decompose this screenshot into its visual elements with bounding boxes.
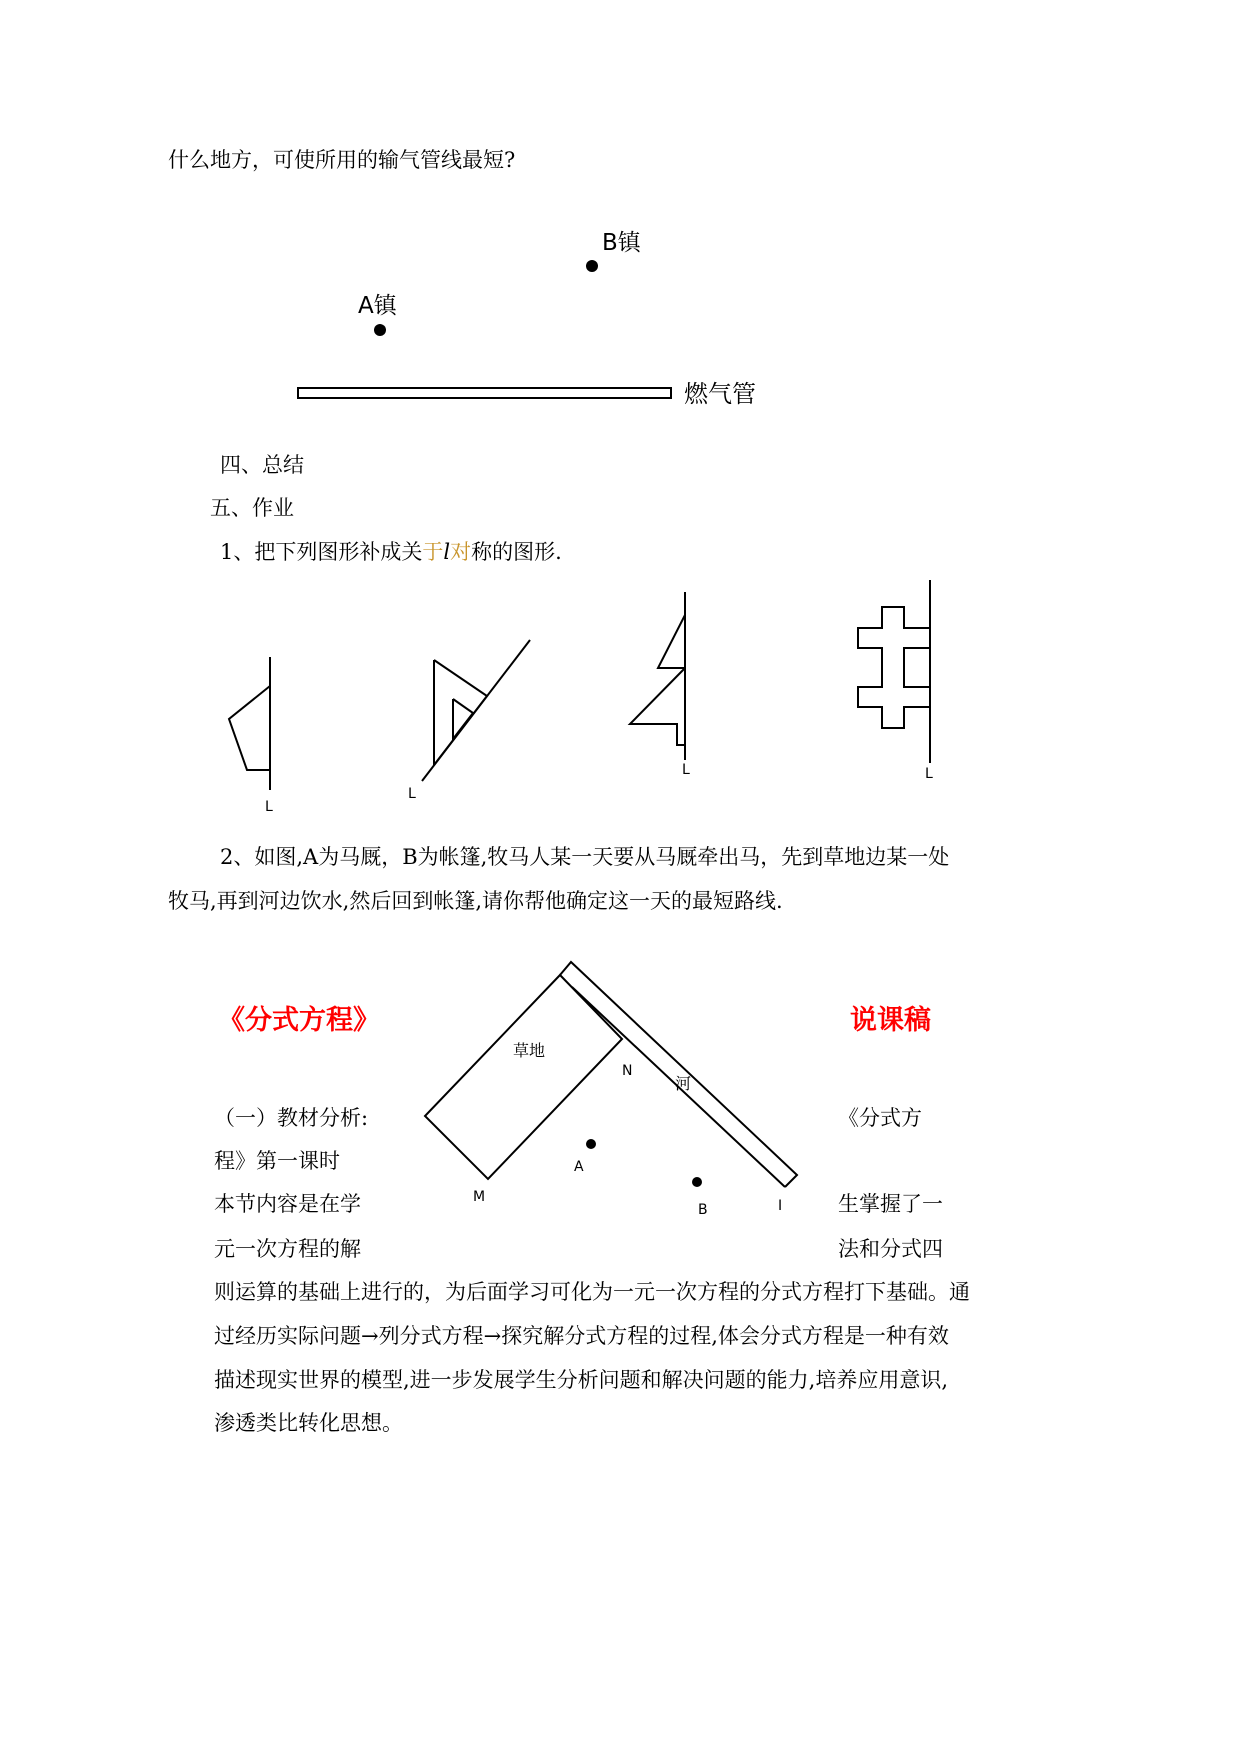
homework-2-line2: 牧马,再到河边饮水,然后回到帐篷,请你帮他确定这一天的最短路线.: [168, 889, 783, 913]
section-summary-heading: 四、总结: [220, 453, 304, 477]
river-label: 河: [675, 1074, 692, 1093]
analysis-right-4: 法和分式四: [838, 1237, 943, 1261]
point-n-label: N: [622, 1063, 633, 1079]
analysis-right-3: 生掌握了一: [838, 1192, 943, 1216]
analysis-para-4: 渗透类比转化思想。: [214, 1411, 403, 1435]
analysis-left-3: 本节内容是在学: [214, 1192, 361, 1216]
homework-1-prefix: 1、把下列图形补成关: [220, 540, 423, 564]
lecture-subtitle: 说课稿: [850, 1005, 931, 1036]
a-town-label: A镇: [358, 293, 397, 319]
gas-pipe-label: 燃气管: [684, 380, 756, 408]
shape-2-axis-label: L: [408, 786, 416, 802]
analysis-para-1: 则运算的基础上进行的，为后面学习可化为一元一次方程的分式方程打下基础。通: [214, 1280, 970, 1304]
shape-3-axis-label: L: [682, 762, 690, 778]
homework-1-l: l: [443, 540, 451, 564]
analysis-para-3: 描述现实世界的模型,进一步发展学生分析问题和解决问题的能力,培养应用意识,: [214, 1368, 949, 1392]
section-homework-heading: 五、作业: [210, 496, 294, 520]
homework-2-line1: 2、如图,A为马厩，B为帐篷,牧马人某一天要从马厩牵出马，先到草地边某一处: [220, 845, 950, 869]
lecture-title: 《分式方程》: [218, 1005, 380, 1036]
homework-1-suffix: 称的图形.: [471, 540, 562, 564]
point-i-label: I: [778, 1198, 783, 1214]
analysis-left-2: 程》第一课时: [214, 1149, 340, 1173]
analysis-right-1: 《分式方: [838, 1106, 922, 1130]
point-b-label: B: [698, 1202, 708, 1218]
b-town-label: B镇: [602, 230, 641, 256]
point-m-label: M: [473, 1189, 486, 1205]
homework-1-dui: 对: [450, 540, 472, 564]
grassland-label: 草地: [513, 1041, 546, 1060]
analysis-para-2: 过经历实际问题→列分式方程→探究解分式方程的过程,体会分式方程是一种有效: [214, 1324, 949, 1348]
homework-1-yu: 于: [422, 540, 444, 564]
analysis-left-4: 元一次方程的解: [214, 1237, 361, 1261]
point-b: [692, 1177, 702, 1187]
point-a: [586, 1139, 596, 1149]
point-a-label: A: [574, 1159, 584, 1175]
shape-1-axis-label: L: [265, 799, 273, 815]
question-end-text: 什么地方，可使所用的输气管线最短?: [168, 148, 516, 172]
analysis-heading: （一）教材分析:: [214, 1106, 369, 1130]
shape-4-axis-label: L: [925, 766, 933, 782]
